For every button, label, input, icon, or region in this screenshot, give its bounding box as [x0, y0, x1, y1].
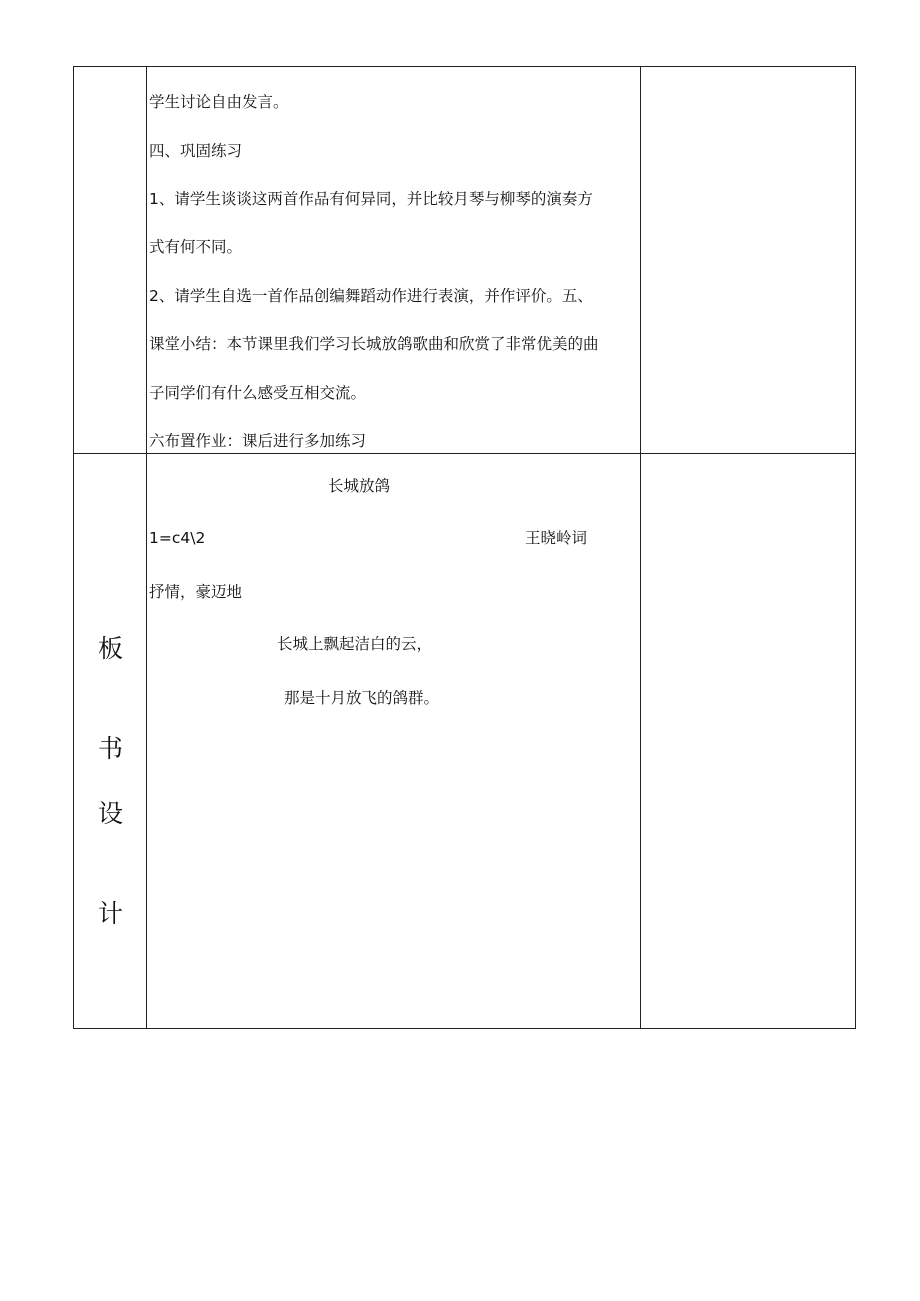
board-design-label-cell [74, 454, 147, 1029]
label-char-ban: 板 [97, 634, 123, 663]
step-line-5: 2、请学生自选一首作品创编舞蹈动作进行表演，并作评价。五、 [149, 287, 593, 305]
step-line-7: 子同学们有什么感受互相交流。 [149, 384, 367, 402]
label-cell-empty [74, 67, 147, 454]
key-signature: 1=c4\2 [149, 529, 206, 547]
lyric-line-2: 那是十月放飞的鸽群。 [284, 689, 440, 707]
step-line-8: 六布置作业：课后进行多加练习 [149, 432, 367, 450]
lyric-line-1: 长城上飘起洁白的云， [277, 635, 433, 653]
notes-cell-top [641, 67, 856, 454]
step-line-2: 四、巩固练习 [149, 142, 243, 160]
label-char-she: 设 [97, 799, 123, 828]
lesson-steps-cell [147, 67, 641, 454]
lesson-plan-table [73, 66, 856, 1029]
song-title: 长城放鸽 [328, 477, 391, 495]
board-design-cell [147, 454, 641, 1029]
lesson-steps-row [74, 67, 856, 454]
board-design-row [74, 454, 856, 1029]
label-char-shu: 书 [97, 734, 123, 763]
step-line-1: 学生讨论自由发言。 [149, 93, 289, 111]
lyricist: 王晓岭词 [525, 529, 588, 547]
step-line-4: 式有何不同。 [149, 238, 243, 256]
label-char-ji: 计 [97, 899, 123, 928]
step-line-6: 课堂小结：本节课里我们学习长城放鸽歌曲和欣赏了非常优美的曲 [149, 335, 599, 353]
step-line-3: 1、请学生谈谈这两首作品有何异同，并比较月琴与柳琴的演奏方 [149, 190, 593, 208]
mood-marking: 抒情，豪迈地 [149, 583, 243, 601]
notes-cell-bottom [641, 454, 856, 1029]
